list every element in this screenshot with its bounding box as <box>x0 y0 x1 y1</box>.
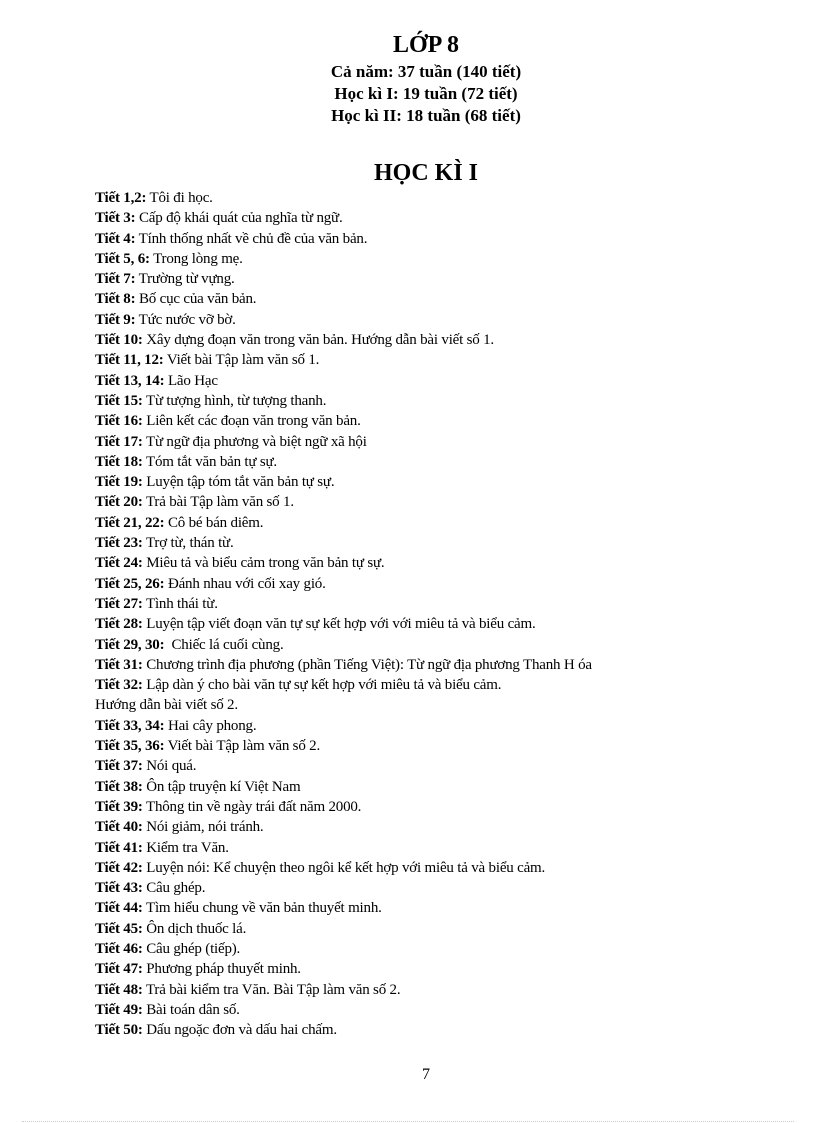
lesson-item <box>95 350 795 370</box>
lesson-number: Tiết 48: <box>95 981 143 998</box>
lesson-number: Tiết 20: <box>95 494 143 511</box>
lesson-item <box>95 756 795 776</box>
lesson-number: Tiết 31: <box>95 656 143 673</box>
lesson-number: Tiết 40: <box>95 819 143 836</box>
lesson-title: Cấp độ khái quát của nghĩa từ ngữ. <box>135 210 343 227</box>
lesson-item <box>95 472 795 492</box>
lesson-item <box>95 858 795 878</box>
lesson-title: Phương pháp thuyết minh. <box>142 961 301 978</box>
lesson-title: Ôn tập truyện kí Việt Nam <box>142 778 301 795</box>
lesson-item <box>95 371 795 391</box>
lesson-number: Tiết 13, 14: <box>95 372 165 389</box>
grade-title: LỚP 8 <box>392 32 459 58</box>
page-number: 7 <box>422 1066 430 1083</box>
lesson-item <box>95 736 795 756</box>
lesson-item <box>95 1020 795 1040</box>
lesson-title: Chiếc lá cuối cùng. <box>164 636 284 653</box>
lesson-number: Tiết 39: <box>95 798 143 815</box>
lesson-item <box>95 695 795 715</box>
lesson-item <box>95 188 795 208</box>
lesson-number: Tiết 29, 30: <box>95 636 165 653</box>
lesson-title: Ôn dịch thuốc lá. <box>142 920 247 937</box>
lesson-title: Viết bài Tập làm văn số 1. <box>163 352 320 369</box>
lesson-number: Tiết 15: <box>95 392 143 409</box>
lesson-number: Tiết 50: <box>95 1022 143 1039</box>
lesson-item <box>95 980 795 1000</box>
lesson-number: Tiết 44: <box>95 900 143 917</box>
lesson-title: Tôi đi học. <box>146 190 213 206</box>
semester1-info: Học kì I: 19 tuần (72 tiết) <box>334 84 518 103</box>
lesson-title: Liên kết các đoạn văn trong văn bản. <box>142 413 361 430</box>
lesson-item <box>95 492 795 512</box>
lesson-number: Tiết 4: <box>95 230 136 247</box>
lesson-title: Trả bài Tập làm văn số 1. <box>142 494 294 511</box>
lesson-item <box>95 959 795 979</box>
lesson-item <box>95 1000 795 1020</box>
lesson-title: Chương trình địa phương (phần Tiếng Việt): Từ ngữ địa phương Thanh H óa <box>142 656 592 673</box>
lesson-number: Tiết 32: <box>95 677 143 694</box>
lesson-title: Từ tượng hình, từ tượng thanh. <box>142 392 327 409</box>
lesson-number: Tiết 7: <box>95 271 136 288</box>
lesson-title: Lập dàn ý cho bài văn tự sự kết hợp với miêu tả và biểu cảm. <box>142 677 502 694</box>
lesson-number: Tiết 41: <box>95 839 143 856</box>
lesson-number: Tiết 5, 6: <box>95 250 150 267</box>
lesson-title: Trong lòng mẹ. <box>149 250 243 267</box>
lesson-number: Tiết 42: <box>95 859 143 876</box>
lesson-list <box>95 188 795 1040</box>
lesson-item <box>95 898 795 918</box>
lesson-title: Trường từ vựng. <box>135 271 235 288</box>
lesson-number: Tiết 11, 12: <box>95 352 164 369</box>
lesson-title: Tức nước vỡ bờ. <box>135 311 236 328</box>
lesson-item <box>95 878 795 898</box>
lesson-item <box>95 635 795 655</box>
lesson-title: Câu ghép (tiếp). <box>142 940 241 957</box>
lesson-item <box>95 675 795 695</box>
lesson-title: Từ ngữ địa phương và biệt ngữ xã hội <box>142 433 367 450</box>
lesson-number: Tiết 17: <box>95 433 143 450</box>
lesson-number: Tiết 27: <box>95 595 143 612</box>
lesson-number: Tiết 9: <box>95 311 136 328</box>
lesson-item <box>95 919 795 939</box>
lesson-number: Tiết 33, 34: <box>95 717 165 734</box>
lesson-title: Xây dựng đoạn văn trong văn bản. Hướng dẫn bài viết số 1. <box>142 332 494 349</box>
lesson-title: Luyện nói: Kể chuyện theo ngôi kể kết hợp với miêu tả và biểu cảm. <box>142 859 546 876</box>
lesson-number: Tiết 37: <box>95 758 143 775</box>
lesson-title: Nói giảm, nói tránh. <box>142 819 264 836</box>
lesson-number: Tiết 23: <box>95 535 143 552</box>
lesson-title: Hai cây phong. <box>164 717 257 734</box>
lesson-title: Tóm tắt văn bản tự sự. <box>142 453 277 470</box>
section-title: HỌC KÌ I <box>373 160 478 186</box>
lesson-item <box>95 939 795 959</box>
lesson-item <box>95 208 795 228</box>
lesson-title: Tình thái từ. <box>142 595 218 612</box>
lesson-title: Bài toán dân số. <box>142 1001 240 1018</box>
full-year-info: Cả năm: 37 tuần (140 tiết) <box>330 62 522 81</box>
lesson-number: Tiết 19: <box>95 474 143 491</box>
lesson-number: Tiết 21, 22: <box>95 514 165 531</box>
lesson-number: Tiết 25, 26: <box>95 575 165 592</box>
lesson-title: Trợ từ, thán từ. <box>142 535 234 552</box>
lesson-title: Luyện tập viết đoạn văn tự sự kết hợp với với miêu tả và biểu cảm. <box>142 616 536 633</box>
lesson-number: Tiết 28: <box>95 616 143 633</box>
lesson-title: Bố cục của văn bản. <box>135 291 257 308</box>
lesson-item <box>95 229 795 249</box>
lesson-number: Tiết 18: <box>95 453 143 470</box>
lesson-item <box>95 513 795 533</box>
lesson-title: Viết bài Tập làm văn số 2. <box>164 738 321 755</box>
lesson-number: Tiết 46: <box>95 940 143 957</box>
lesson-item <box>95 655 795 675</box>
lesson-number: Tiết 43: <box>95 880 143 897</box>
lesson-title: Kiểm tra Văn. <box>142 839 229 856</box>
lesson-item <box>95 411 795 431</box>
lesson-title: Tính thống nhất về chủ đề của văn bản. <box>135 230 368 247</box>
lesson-title: Hướng dẫn bài viết số 2. <box>95 697 238 714</box>
lesson-item <box>95 716 795 736</box>
lesson-item <box>95 533 795 553</box>
lesson-title: Thông tin về ngày trái đất năm 2000. <box>142 798 362 815</box>
lesson-title: Miêu tả và biểu cảm trong văn bản tự sự. <box>142 555 385 572</box>
lesson-title: Tìm hiểu chung về văn bản thuyết minh. <box>142 900 382 917</box>
lesson-item <box>95 269 795 289</box>
lesson-item <box>95 553 795 573</box>
lesson-item <box>95 594 795 614</box>
lesson-item <box>95 614 795 634</box>
lesson-title: Trả bài kiểm tra Văn. Bài Tập làm văn số 2. <box>142 981 401 998</box>
lesson-item <box>95 330 795 350</box>
lesson-number: Tiết 1,2: <box>95 190 147 206</box>
lesson-number: Tiết 10: <box>95 332 143 349</box>
lesson-item <box>95 289 795 309</box>
lesson-number: Tiết 47: <box>95 961 143 978</box>
lesson-number: Tiết 35, 36: <box>95 738 165 755</box>
lesson-title: Nói quá. <box>142 758 197 775</box>
lesson-title: Đánh nhau với cối xay gió. <box>164 575 326 592</box>
lesson-number: Tiết 45: <box>95 920 143 937</box>
page-divider <box>22 1121 794 1122</box>
lesson-title: Dấu ngoặc đơn và dấu hai chấm. <box>142 1022 337 1039</box>
lesson-item <box>95 391 795 411</box>
lesson-item <box>95 249 795 269</box>
lesson-item <box>95 310 795 330</box>
lesson-number: Tiết 8: <box>95 291 136 308</box>
lesson-number: Tiết 49: <box>95 1001 143 1018</box>
lesson-number: Tiết 24: <box>95 555 143 572</box>
lesson-item <box>95 452 795 472</box>
lesson-title: Luyện tập tóm tắt văn bản tự sự. <box>142 474 335 491</box>
lesson-title: Lão Hạc <box>164 372 218 389</box>
lesson-title: Cô bé bán diêm. <box>164 514 264 531</box>
lesson-item <box>95 574 795 594</box>
lesson-number: Tiết 38: <box>95 778 143 795</box>
lesson-item <box>95 432 795 452</box>
lesson-number: Tiết 3: <box>95 210 136 227</box>
lesson-item <box>95 838 795 858</box>
lesson-item <box>95 817 795 837</box>
semester2-info: Học kì II: 18 tuần (68 tiết) <box>331 106 521 125</box>
lesson-title: Câu ghép. <box>142 880 206 897</box>
lesson-item <box>95 797 795 817</box>
lesson-number: Tiết 16: <box>95 413 143 430</box>
lesson-item <box>95 777 795 797</box>
